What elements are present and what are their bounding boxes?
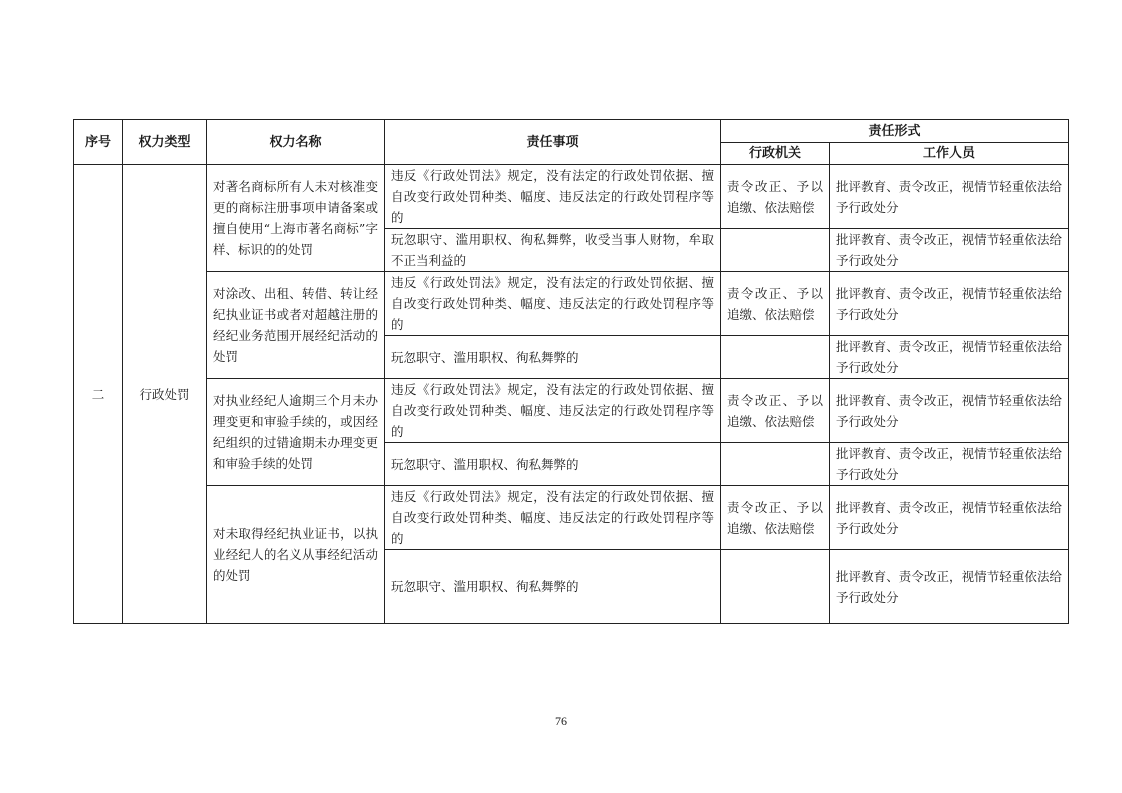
table-row bbox=[74, 379, 1069, 443]
item-cell: 违反《行政处罚法》规定，没有法定的行政处罚依据、擅自改变行政处罚种类、幅度、违反法定的行政处罚程序等的 bbox=[385, 165, 721, 229]
staff-cell: 批评教育、责令改正，视情节轻重依法给予行政处分 bbox=[830, 272, 1069, 336]
power-type-cell: 行政处罚 bbox=[123, 165, 207, 624]
header-seq: 序号 bbox=[74, 120, 123, 165]
agency-cell: 责令改正、予以追缴、依法赔偿 bbox=[721, 165, 830, 229]
item-cell: 违反《行政处罚法》规定，没有法定的行政处罚依据、擅自改变行政处罚种类、幅度、违反法定的行政处罚程序等的 bbox=[385, 486, 721, 550]
page-number: 76 bbox=[555, 714, 567, 728]
staff-cell: 批评教育、责令改正，视情节轻重依法给予行政处分 bbox=[830, 165, 1069, 229]
header-agency: 行政机关 bbox=[721, 143, 830, 165]
table-row bbox=[74, 486, 1069, 550]
agency-cell bbox=[721, 550, 830, 624]
power-name-cell: 对未取得经纪执业证书，以执业经纪人的名义从事经纪活动的处罚 bbox=[207, 486, 385, 624]
power-name-cell: 对涂改、出租、转借、转让经纪执业证书或者对超越注册的经纪业务范围开展经纪活动的处罚 bbox=[207, 272, 385, 379]
header-power-type: 权力类型 bbox=[123, 120, 207, 165]
item-cell: 玩忽职守、滥用职权、徇私舞弊的 bbox=[385, 550, 721, 624]
staff-cell: 批评教育、责令改正，视情节轻重依法给予行政处分 bbox=[830, 379, 1069, 443]
table-row bbox=[74, 272, 1069, 336]
staff-cell: 批评教育、责令改正，视情节轻重依法给予行政处分 bbox=[830, 336, 1069, 379]
seq-cell: 二 bbox=[74, 165, 123, 624]
staff-cell: 批评教育、责令改正，视情节轻重依法给予行政处分 bbox=[830, 229, 1069, 272]
item-cell: 玩忽职守、滥用职权、徇私舞弊的 bbox=[385, 336, 721, 379]
agency-cell: 责令改正、予以追缴、依法赔偿 bbox=[721, 379, 830, 443]
item-cell: 玩忽职守、滥用职权、徇私舞弊，收受当事人财物，牟取不正当利益的 bbox=[385, 229, 721, 272]
power-name-cell: 对执业经纪人逾期三个月未办理变更和审验手续的，或因经纪组织的过错逾期未办理变更和审验手续的处罚 bbox=[207, 379, 385, 486]
table-row bbox=[74, 165, 1069, 229]
staff-cell: 批评教育、责令改正，视情节轻重依法给予行政处分 bbox=[830, 443, 1069, 486]
agency-cell bbox=[721, 443, 830, 486]
responsibility-table bbox=[73, 119, 1069, 624]
agency-cell bbox=[721, 336, 830, 379]
header-power-name: 权力名称 bbox=[207, 120, 385, 165]
staff-cell: 批评教育、责令改正，视情节轻重依法给予行政处分 bbox=[830, 486, 1069, 550]
staff-cell: 批评教育、责令改正，视情节轻重依法给予行政处分 bbox=[830, 550, 1069, 624]
power-name-cell: 对著名商标所有人未对核准变更的商标注册事项申请备案或擅自使用“上海市著名商标”字样、标识的的处罚 bbox=[207, 165, 385, 272]
item-cell: 违反《行政处罚法》规定，没有法定的行政处罚依据、擅自改变行政处罚种类、幅度、违反法定的行政处罚程序等的 bbox=[385, 272, 721, 336]
header-responsibility: 责任事项 bbox=[385, 120, 721, 165]
header-responsibility-form: 责任形式 bbox=[721, 120, 1069, 143]
header-staff: 工作人员 bbox=[830, 143, 1069, 165]
item-cell: 违反《行政处罚法》规定，没有法定的行政处罚依据、擅自改变行政处罚种类、幅度、违反法定的行政处罚程序等的 bbox=[385, 379, 721, 443]
agency-cell bbox=[721, 229, 830, 272]
agency-cell: 责令改正、予以追缴、依法赔偿 bbox=[721, 486, 830, 550]
item-cell: 玩忽职守、滥用职权、徇私舞弊的 bbox=[385, 443, 721, 486]
agency-cell: 责令改正、予以追缴、依法赔偿 bbox=[721, 272, 830, 336]
